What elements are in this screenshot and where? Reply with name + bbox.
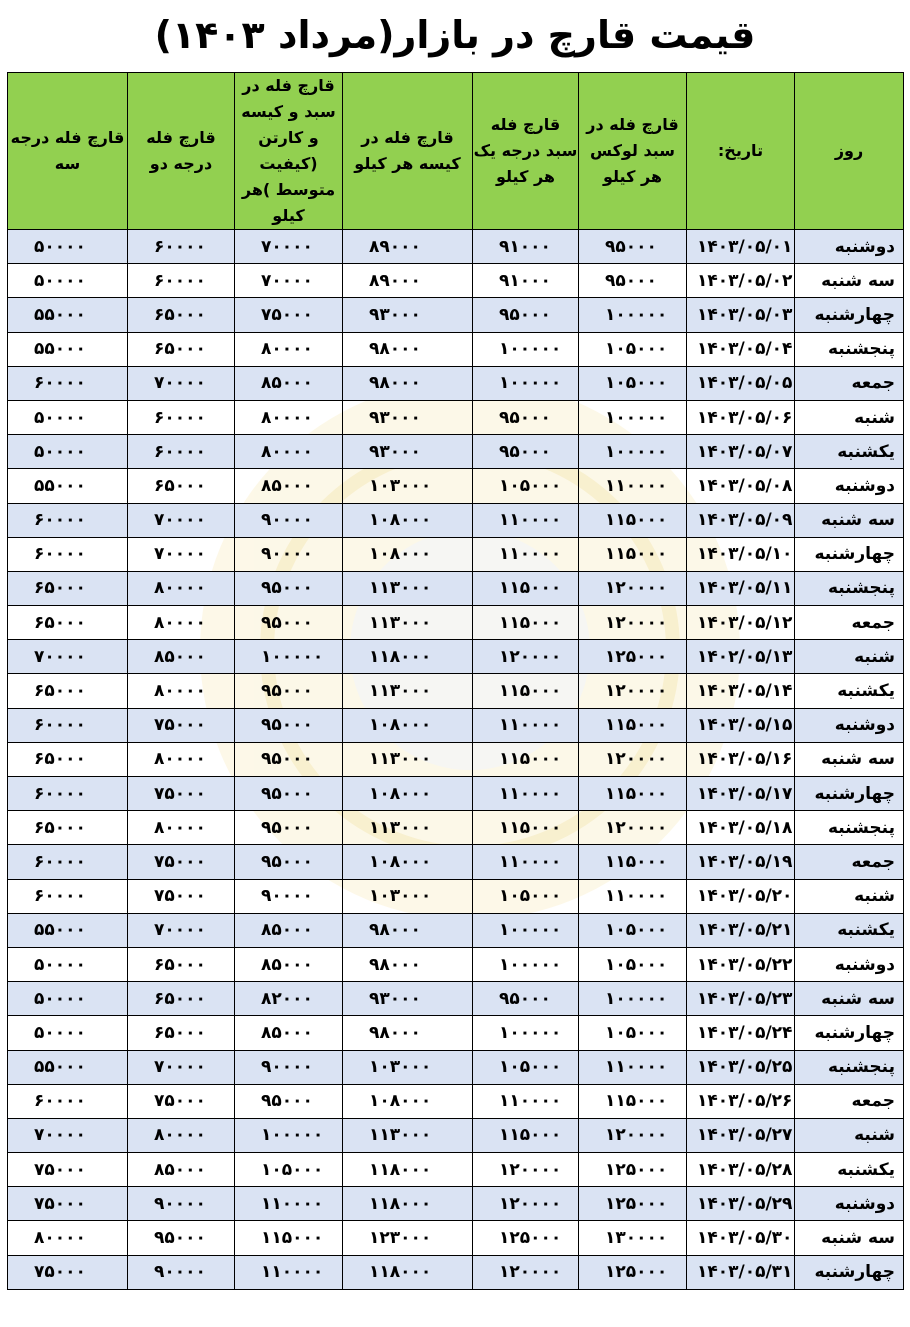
day-cell: دوشنبه (795, 1187, 904, 1221)
header-bag: قارچ فله در کیسه هر کیلو (343, 73, 473, 230)
date-cell: ۱۴۰۳/۰۵/۱۱ (687, 571, 795, 605)
carton-price-cell: ۹۰۰۰۰ (235, 503, 343, 537)
basket1-price-cell: ۱۱۰۰۰۰ (473, 777, 579, 811)
lux-price-cell: ۱۰۵۰۰۰ (579, 366, 687, 400)
bag-price-cell: ۱۱۳۰۰۰ (343, 811, 473, 845)
lux-price-cell: ۱۲۰۰۰۰ (579, 571, 687, 605)
bag-price-cell: ۱۱۸۰۰۰ (343, 1153, 473, 1187)
date-cell: ۱۴۰۳/۰۵/۲۳ (687, 982, 795, 1016)
grade2-price-cell: ۶۰۰۰۰ (128, 400, 235, 434)
carton-price-cell: ۹۰۰۰۰ (235, 537, 343, 571)
header-basket1: قارچ فله سبد درجه یک هر کیلو (473, 73, 579, 230)
table-row (8, 674, 904, 708)
table-row (8, 982, 904, 1016)
day-cell: دوشنبه (795, 469, 904, 503)
grade2-price-cell: ۷۰۰۰۰ (128, 503, 235, 537)
table-row (8, 879, 904, 913)
bag-price-cell: ۱۱۳۰۰۰ (343, 571, 473, 605)
basket1-price-cell: ۱۰۵۰۰۰ (473, 1050, 579, 1084)
day-cell: یکشنبه (795, 674, 904, 708)
grade3-price-cell: ۵۰۰۰۰ (8, 230, 128, 264)
lux-price-cell: ۱۱۰۰۰۰ (579, 879, 687, 913)
lux-price-cell: ۱۲۰۰۰۰ (579, 1118, 687, 1152)
grade3-price-cell: ۶۵۰۰۰ (8, 674, 128, 708)
carton-price-cell: ۷۰۰۰۰ (235, 264, 343, 298)
grade2-price-cell: ۶۵۰۰۰ (128, 982, 235, 1016)
grade3-price-cell: ۵۰۰۰۰ (8, 264, 128, 298)
day-cell: جمعه (795, 1084, 904, 1118)
basket1-price-cell: ۹۵۰۰۰ (473, 400, 579, 434)
price-table (7, 72, 904, 1290)
table-row (8, 332, 904, 366)
grade3-price-cell: ۶۰۰۰۰ (8, 366, 128, 400)
table-row (8, 571, 904, 605)
basket1-price-cell: ۱۲۰۰۰۰ (473, 1255, 579, 1289)
carton-price-cell: ۹۵۰۰۰ (235, 571, 343, 605)
basket1-price-cell: ۱۱۵۰۰۰ (473, 1118, 579, 1152)
bag-price-cell: ۹۸۰۰۰ (343, 1016, 473, 1050)
grade2-price-cell: ۸۰۰۰۰ (128, 606, 235, 640)
date-cell: ۱۴۰۳/۰۵/۲۲ (687, 947, 795, 981)
basket1-price-cell: ۱۰۰۰۰۰ (473, 947, 579, 981)
header-grade3: قارچ فله درجه سه (8, 73, 128, 230)
grade2-price-cell: ۶۵۰۰۰ (128, 469, 235, 503)
bag-price-cell: ۹۳۰۰۰ (343, 435, 473, 469)
basket1-price-cell: ۱۱۵۰۰۰ (473, 571, 579, 605)
bag-price-cell: ۱۱۳۰۰۰ (343, 742, 473, 776)
date-cell: ۱۴۰۳/۰۵/۲۶ (687, 1084, 795, 1118)
grade3-price-cell: ۵۰۰۰۰ (8, 400, 128, 434)
carton-price-cell: ۸۰۰۰۰ (235, 400, 343, 434)
lux-price-cell: ۱۱۵۰۰۰ (579, 503, 687, 537)
bag-price-cell: ۱۰۳۰۰۰ (343, 469, 473, 503)
basket1-price-cell: ۱۱۰۰۰۰ (473, 708, 579, 742)
table-row (8, 845, 904, 879)
bag-price-cell: ۸۹۰۰۰ (343, 264, 473, 298)
basket1-price-cell: ۱۱۰۰۰۰ (473, 845, 579, 879)
date-cell: ۱۴۰۳/۰۵/۲۷ (687, 1118, 795, 1152)
bag-price-cell: ۹۸۰۰۰ (343, 332, 473, 366)
date-cell: ۱۴۰۳/۰۵/۳۱ (687, 1255, 795, 1289)
basket1-price-cell: ۱۰۰۰۰۰ (473, 332, 579, 366)
day-cell: شنبه (795, 640, 904, 674)
grade2-price-cell: ۹۵۰۰۰ (128, 1221, 235, 1255)
grade2-price-cell: ۶۵۰۰۰ (128, 1016, 235, 1050)
table-row (8, 947, 904, 981)
date-cell: ۱۴۰۳/۰۵/۰۲ (687, 264, 795, 298)
bag-price-cell: ۸۹۰۰۰ (343, 230, 473, 264)
grade3-price-cell: ۵۵۰۰۰ (8, 298, 128, 332)
bag-price-cell: ۹۸۰۰۰ (343, 366, 473, 400)
table-row (8, 1118, 904, 1152)
bag-price-cell: ۹۸۰۰۰ (343, 947, 473, 981)
table-row (8, 230, 904, 264)
day-cell: سه شنبه (795, 264, 904, 298)
table-row (8, 1255, 904, 1289)
carton-price-cell: ۷۰۰۰۰ (235, 230, 343, 264)
day-cell: سه شنبه (795, 1221, 904, 1255)
day-cell: چهارشنبه (795, 1016, 904, 1050)
lux-price-cell: ۱۲۰۰۰۰ (579, 811, 687, 845)
day-cell: جمعه (795, 366, 904, 400)
lux-price-cell: ۱۰۰۰۰۰ (579, 298, 687, 332)
basket1-price-cell: ۹۵۰۰۰ (473, 298, 579, 332)
table-row (8, 1016, 904, 1050)
grade3-price-cell: ۵۰۰۰۰ (8, 1016, 128, 1050)
bag-price-cell: ۹۳۰۰۰ (343, 400, 473, 434)
basket1-price-cell: ۱۱۵۰۰۰ (473, 811, 579, 845)
grade3-price-cell: ۶۰۰۰۰ (8, 879, 128, 913)
table-row (8, 1084, 904, 1118)
date-cell: ۱۴۰۳/۰۵/۱۴ (687, 674, 795, 708)
bag-price-cell: ۱۱۸۰۰۰ (343, 1255, 473, 1289)
grade2-price-cell: ۸۰۰۰۰ (128, 1118, 235, 1152)
table-row (8, 366, 904, 400)
carton-price-cell: ۸۰۰۰۰ (235, 435, 343, 469)
carton-price-cell: ۸۵۰۰۰ (235, 947, 343, 981)
grade2-price-cell: ۷۵۰۰۰ (128, 879, 235, 913)
basket1-price-cell: ۱۰۵۰۰۰ (473, 879, 579, 913)
basket1-price-cell: ۱۲۵۰۰۰ (473, 1221, 579, 1255)
grade2-price-cell: ۸۵۰۰۰ (128, 1153, 235, 1187)
basket1-price-cell: ۹۱۰۰۰ (473, 264, 579, 298)
day-cell: چهارشنبه (795, 537, 904, 571)
page-title: قیمت قارچ در بازار(مرداد ۱۴۰۳) (154, 13, 756, 57)
grade2-price-cell: ۸۰۰۰۰ (128, 571, 235, 605)
lux-price-cell: ۱۰۰۰۰۰ (579, 435, 687, 469)
grade2-price-cell: ۷۰۰۰۰ (128, 913, 235, 947)
carton-price-cell: ۸۵۰۰۰ (235, 1016, 343, 1050)
grade2-price-cell: ۷۵۰۰۰ (128, 708, 235, 742)
day-cell: چهارشنبه (795, 1255, 904, 1289)
table-row (8, 913, 904, 947)
carton-price-cell: ۱۱۰۰۰۰ (235, 1187, 343, 1221)
carton-price-cell: ۹۵۰۰۰ (235, 674, 343, 708)
date-cell: ۱۴۰۳/۰۵/۰۶ (687, 400, 795, 434)
lux-price-cell: ۹۵۰۰۰ (579, 230, 687, 264)
lux-price-cell: ۱۱۵۰۰۰ (579, 845, 687, 879)
basket1-price-cell: ۱۱۰۰۰۰ (473, 537, 579, 571)
grade2-price-cell: ۸۰۰۰۰ (128, 742, 235, 776)
carton-price-cell: ۹۵۰۰۰ (235, 777, 343, 811)
grade3-price-cell: ۵۰۰۰۰ (8, 435, 128, 469)
grade3-price-cell: ۵۰۰۰۰ (8, 982, 128, 1016)
bag-price-cell: ۱۰۸۰۰۰ (343, 537, 473, 571)
grade2-price-cell: ۹۰۰۰۰ (128, 1255, 235, 1289)
date-cell: ۱۴۰۳/۰۵/۰۳ (687, 298, 795, 332)
lux-price-cell: ۱۱۵۰۰۰ (579, 708, 687, 742)
header-day: روز (795, 73, 904, 230)
grade2-price-cell: ۷۰۰۰۰ (128, 537, 235, 571)
grade3-price-cell: ۶۰۰۰۰ (8, 503, 128, 537)
bag-price-cell: ۱۱۳۰۰۰ (343, 1118, 473, 1152)
grade3-price-cell: ۷۵۰۰۰ (8, 1255, 128, 1289)
bag-price-cell: ۹۳۰۰۰ (343, 982, 473, 1016)
date-cell: ۱۴۰۳/۰۵/۲۹ (687, 1187, 795, 1221)
grade3-price-cell: ۶۵۰۰۰ (8, 742, 128, 776)
table-row (8, 1153, 904, 1187)
bag-price-cell: ۱۰۳۰۰۰ (343, 1050, 473, 1084)
grade2-price-cell: ۶۵۰۰۰ (128, 298, 235, 332)
lux-price-cell: ۱۲۵۰۰۰ (579, 1255, 687, 1289)
table-row (8, 469, 904, 503)
carton-price-cell: ۹۵۰۰۰ (235, 606, 343, 640)
table-row (8, 777, 904, 811)
day-cell: جمعه (795, 606, 904, 640)
table-row (8, 298, 904, 332)
date-cell: ۱۴۰۳/۰۵/۰۵ (687, 366, 795, 400)
date-cell: ۱۴۰۳/۰۵/۱۲ (687, 606, 795, 640)
carton-price-cell: ۱۱۵۰۰۰ (235, 1221, 343, 1255)
table-row (8, 264, 904, 298)
day-cell: دوشنبه (795, 230, 904, 264)
day-cell: یکشنبه (795, 435, 904, 469)
lux-price-cell: ۱۲۵۰۰۰ (579, 1187, 687, 1221)
grade3-price-cell: ۷۵۰۰۰ (8, 1187, 128, 1221)
lux-price-cell: ۱۰۰۰۰۰ (579, 982, 687, 1016)
day-cell: یکشنبه (795, 1153, 904, 1187)
grade3-price-cell: ۶۰۰۰۰ (8, 777, 128, 811)
date-cell: ۱۴۰۳/۰۵/۰۹ (687, 503, 795, 537)
carton-price-cell: ۹۵۰۰۰ (235, 708, 343, 742)
grade2-price-cell: ۹۰۰۰۰ (128, 1187, 235, 1221)
carton-price-cell: ۹۵۰۰۰ (235, 811, 343, 845)
day-cell: سه شنبه (795, 503, 904, 537)
lux-price-cell: ۱۱۰۰۰۰ (579, 1050, 687, 1084)
grade3-price-cell: ۶۰۰۰۰ (8, 537, 128, 571)
day-cell: سه شنبه (795, 982, 904, 1016)
date-cell: ۱۴۰۳/۰۵/۱۷ (687, 777, 795, 811)
header-lux: قارچ فله در سبد لوکس هر کیلو (579, 73, 687, 230)
lux-price-cell: ۱۲۰۰۰۰ (579, 742, 687, 776)
carton-price-cell: ۸۰۰۰۰ (235, 332, 343, 366)
grade2-price-cell: ۸۵۰۰۰ (128, 640, 235, 674)
lux-price-cell: ۱۲۰۰۰۰ (579, 674, 687, 708)
date-cell: ۱۴۰۳/۰۵/۱۶ (687, 742, 795, 776)
bag-price-cell: ۱۱۳۰۰۰ (343, 606, 473, 640)
carton-price-cell: ۸۲۰۰۰ (235, 982, 343, 1016)
day-cell: پنجشنبه (795, 1050, 904, 1084)
grade3-price-cell: ۵۰۰۰۰ (8, 947, 128, 981)
grade2-price-cell: ۶۵۰۰۰ (128, 947, 235, 981)
basket1-price-cell: ۱۰۰۰۰۰ (473, 1016, 579, 1050)
grade3-price-cell: ۵۵۰۰۰ (8, 1050, 128, 1084)
lux-price-cell: ۱۱۵۰۰۰ (579, 537, 687, 571)
bag-price-cell: ۱۱۸۰۰۰ (343, 1187, 473, 1221)
table-row (8, 640, 904, 674)
bag-price-cell: ۱۲۳۰۰۰ (343, 1221, 473, 1255)
grade2-price-cell: ۷۰۰۰۰ (128, 366, 235, 400)
lux-price-cell: ۱۲۵۰۰۰ (579, 1153, 687, 1187)
bag-price-cell: ۱۰۸۰۰۰ (343, 708, 473, 742)
grade2-price-cell: ۸۰۰۰۰ (128, 674, 235, 708)
carton-price-cell: ۹۵۰۰۰ (235, 742, 343, 776)
basket1-price-cell: ۱۱۵۰۰۰ (473, 606, 579, 640)
date-cell: ۱۴۰۳/۰۵/۱۹ (687, 845, 795, 879)
bag-price-cell: ۹۳۰۰۰ (343, 298, 473, 332)
table-row (8, 400, 904, 434)
grade3-price-cell: ۶۵۰۰۰ (8, 811, 128, 845)
table-row (8, 435, 904, 469)
grade3-price-cell: ۵۵۰۰۰ (8, 332, 128, 366)
date-cell: ۱۴۰۳/۰۵/۰۱ (687, 230, 795, 264)
grade3-price-cell: ۵۵۰۰۰ (8, 469, 128, 503)
day-cell: یکشنبه (795, 913, 904, 947)
date-cell: ۱۴۰۳/۰۵/۲۴ (687, 1016, 795, 1050)
basket1-price-cell: ۹۵۰۰۰ (473, 982, 579, 1016)
carton-price-cell: ۷۵۰۰۰ (235, 298, 343, 332)
grade2-price-cell: ۶۰۰۰۰ (128, 264, 235, 298)
basket1-price-cell: ۹۵۰۰۰ (473, 435, 579, 469)
carton-price-cell: ۸۵۰۰۰ (235, 366, 343, 400)
lux-price-cell: ۱۲۵۰۰۰ (579, 640, 687, 674)
table-row (8, 811, 904, 845)
date-cell: ۱۴۰۳/۰۵/۰۷ (687, 435, 795, 469)
carton-price-cell: ۱۰۰۰۰۰ (235, 640, 343, 674)
lux-price-cell: ۱۲۰۰۰۰ (579, 606, 687, 640)
carton-price-cell: ۹۰۰۰۰ (235, 1050, 343, 1084)
date-cell: ۱۴۰۳/۰۵/۲۵ (687, 1050, 795, 1084)
basket1-price-cell: ۱۲۰۰۰۰ (473, 640, 579, 674)
carton-price-cell: ۹۵۰۰۰ (235, 1084, 343, 1118)
bag-price-cell: ۱۰۸۰۰۰ (343, 845, 473, 879)
bag-price-cell: ۱۰۸۰۰۰ (343, 777, 473, 811)
basket1-price-cell: ۱۲۰۰۰۰ (473, 1153, 579, 1187)
grade3-price-cell: ۷۰۰۰۰ (8, 1118, 128, 1152)
basket1-price-cell: ۱۰۰۰۰۰ (473, 366, 579, 400)
basket1-price-cell: ۱۰۰۰۰۰ (473, 913, 579, 947)
header-carton: قارچ فله در سبد و کیسه و کارتن (کیفیت متوسط )هر کیلو (235, 73, 343, 230)
lux-price-cell: ۱۰۵۰۰۰ (579, 947, 687, 981)
carton-price-cell: ۹۵۰۰۰ (235, 845, 343, 879)
bag-price-cell: ۹۸۰۰۰ (343, 913, 473, 947)
grade3-price-cell: ۷۵۰۰۰ (8, 1153, 128, 1187)
grade3-price-cell: ۶۰۰۰۰ (8, 1084, 128, 1118)
day-cell: دوشنبه (795, 947, 904, 981)
day-cell: جمعه (795, 845, 904, 879)
date-cell: ۱۴۰۲/۰۵/۱۳ (687, 640, 795, 674)
carton-price-cell: ۸۵۰۰۰ (235, 469, 343, 503)
table-row (8, 708, 904, 742)
lux-price-cell: ۱۰۰۰۰۰ (579, 400, 687, 434)
basket1-price-cell: ۱۱۰۰۰۰ (473, 503, 579, 537)
carton-price-cell: ۸۵۰۰۰ (235, 913, 343, 947)
date-cell: ۱۴۰۳/۰۵/۲۰ (687, 879, 795, 913)
basket1-price-cell: ۱۰۵۰۰۰ (473, 469, 579, 503)
table-row (8, 1050, 904, 1084)
grade3-price-cell: ۶۰۰۰۰ (8, 708, 128, 742)
grade3-price-cell: ۷۰۰۰۰ (8, 640, 128, 674)
grade2-price-cell: ۷۵۰۰۰ (128, 1084, 235, 1118)
grade3-price-cell: ۶۰۰۰۰ (8, 845, 128, 879)
grade3-price-cell: ۵۵۰۰۰ (8, 913, 128, 947)
date-cell: ۱۴۰۳/۰۵/۲۸ (687, 1153, 795, 1187)
lux-price-cell: ۱۳۰۰۰۰ (579, 1221, 687, 1255)
grade2-price-cell: ۷۵۰۰۰ (128, 777, 235, 811)
lux-price-cell: ۹۵۰۰۰ (579, 264, 687, 298)
day-cell: دوشنبه (795, 708, 904, 742)
grade3-price-cell: ۸۰۰۰۰ (8, 1221, 128, 1255)
carton-price-cell: ۱۱۰۰۰۰ (235, 1255, 343, 1289)
lux-price-cell: ۱۰۵۰۰۰ (579, 913, 687, 947)
grade2-price-cell: ۶۰۰۰۰ (128, 435, 235, 469)
header-row (8, 73, 904, 230)
grade2-price-cell: ۶۵۰۰۰ (128, 332, 235, 366)
day-cell: پنجشنبه (795, 332, 904, 366)
table-row (8, 1221, 904, 1255)
lux-price-cell: ۱۰۵۰۰۰ (579, 332, 687, 366)
table-row (8, 537, 904, 571)
basket1-price-cell: ۱۱۵۰۰۰ (473, 742, 579, 776)
bag-price-cell: ۱۱۳۰۰۰ (343, 674, 473, 708)
day-cell: پنجشنبه (795, 811, 904, 845)
day-cell: شنبه (795, 879, 904, 913)
table-row (8, 1187, 904, 1221)
day-cell: سه شنبه (795, 742, 904, 776)
carton-price-cell: ۱۰۰۰۰۰ (235, 1118, 343, 1152)
date-cell: ۱۴۰۳/۰۵/۲۱ (687, 913, 795, 947)
lux-price-cell: ۱۰۵۰۰۰ (579, 1016, 687, 1050)
table-body (8, 230, 904, 1290)
day-cell: شنبه (795, 1118, 904, 1152)
grade3-price-cell: ۶۵۰۰۰ (8, 606, 128, 640)
day-cell: چهارشنبه (795, 298, 904, 332)
day-cell: چهارشنبه (795, 777, 904, 811)
lux-price-cell: ۱۱۵۰۰۰ (579, 1084, 687, 1118)
grade2-price-cell: ۸۰۰۰۰ (128, 811, 235, 845)
day-cell: پنجشنبه (795, 571, 904, 605)
basket1-price-cell: ۱۲۰۰۰۰ (473, 1187, 579, 1221)
bag-price-cell: ۱۰۸۰۰۰ (343, 503, 473, 537)
date-cell: ۱۴۰۳/۰۵/۰۴ (687, 332, 795, 366)
date-cell: ۱۴۰۳/۰۵/۳۰ (687, 1221, 795, 1255)
bag-price-cell: ۱۱۸۰۰۰ (343, 640, 473, 674)
header-grade2: قارچ فله درجه دو (128, 73, 235, 230)
table-row (8, 742, 904, 776)
date-cell: ۱۴۰۳/۰۵/۱۵ (687, 708, 795, 742)
carton-price-cell: ۹۰۰۰۰ (235, 879, 343, 913)
grade2-price-cell: ۷۰۰۰۰ (128, 1050, 235, 1084)
date-cell: ۱۴۰۳/۰۵/۱۸ (687, 811, 795, 845)
grade2-price-cell: ۷۵۰۰۰ (128, 845, 235, 879)
date-cell: ۱۴۰۳/۰۵/۰۸ (687, 469, 795, 503)
lux-price-cell: ۱۱۰۰۰۰ (579, 469, 687, 503)
grade2-price-cell: ۶۰۰۰۰ (128, 230, 235, 264)
lux-price-cell: ۱۱۵۰۰۰ (579, 777, 687, 811)
bag-price-cell: ۱۰۳۰۰۰ (343, 879, 473, 913)
date-cell: ۱۴۰۳/۰۵/۱۰ (687, 537, 795, 571)
basket1-price-cell: ۹۱۰۰۰ (473, 230, 579, 264)
bag-price-cell: ۱۰۸۰۰۰ (343, 1084, 473, 1118)
day-cell: شنبه (795, 400, 904, 434)
basket1-price-cell: ۱۱۵۰۰۰ (473, 674, 579, 708)
grade3-price-cell: ۶۵۰۰۰ (8, 571, 128, 605)
header-date: تاریخ: (687, 73, 795, 230)
table-row (8, 503, 904, 537)
table-row (8, 606, 904, 640)
basket1-price-cell: ۱۱۰۰۰۰ (473, 1084, 579, 1118)
carton-price-cell: ۱۰۵۰۰۰ (235, 1153, 343, 1187)
